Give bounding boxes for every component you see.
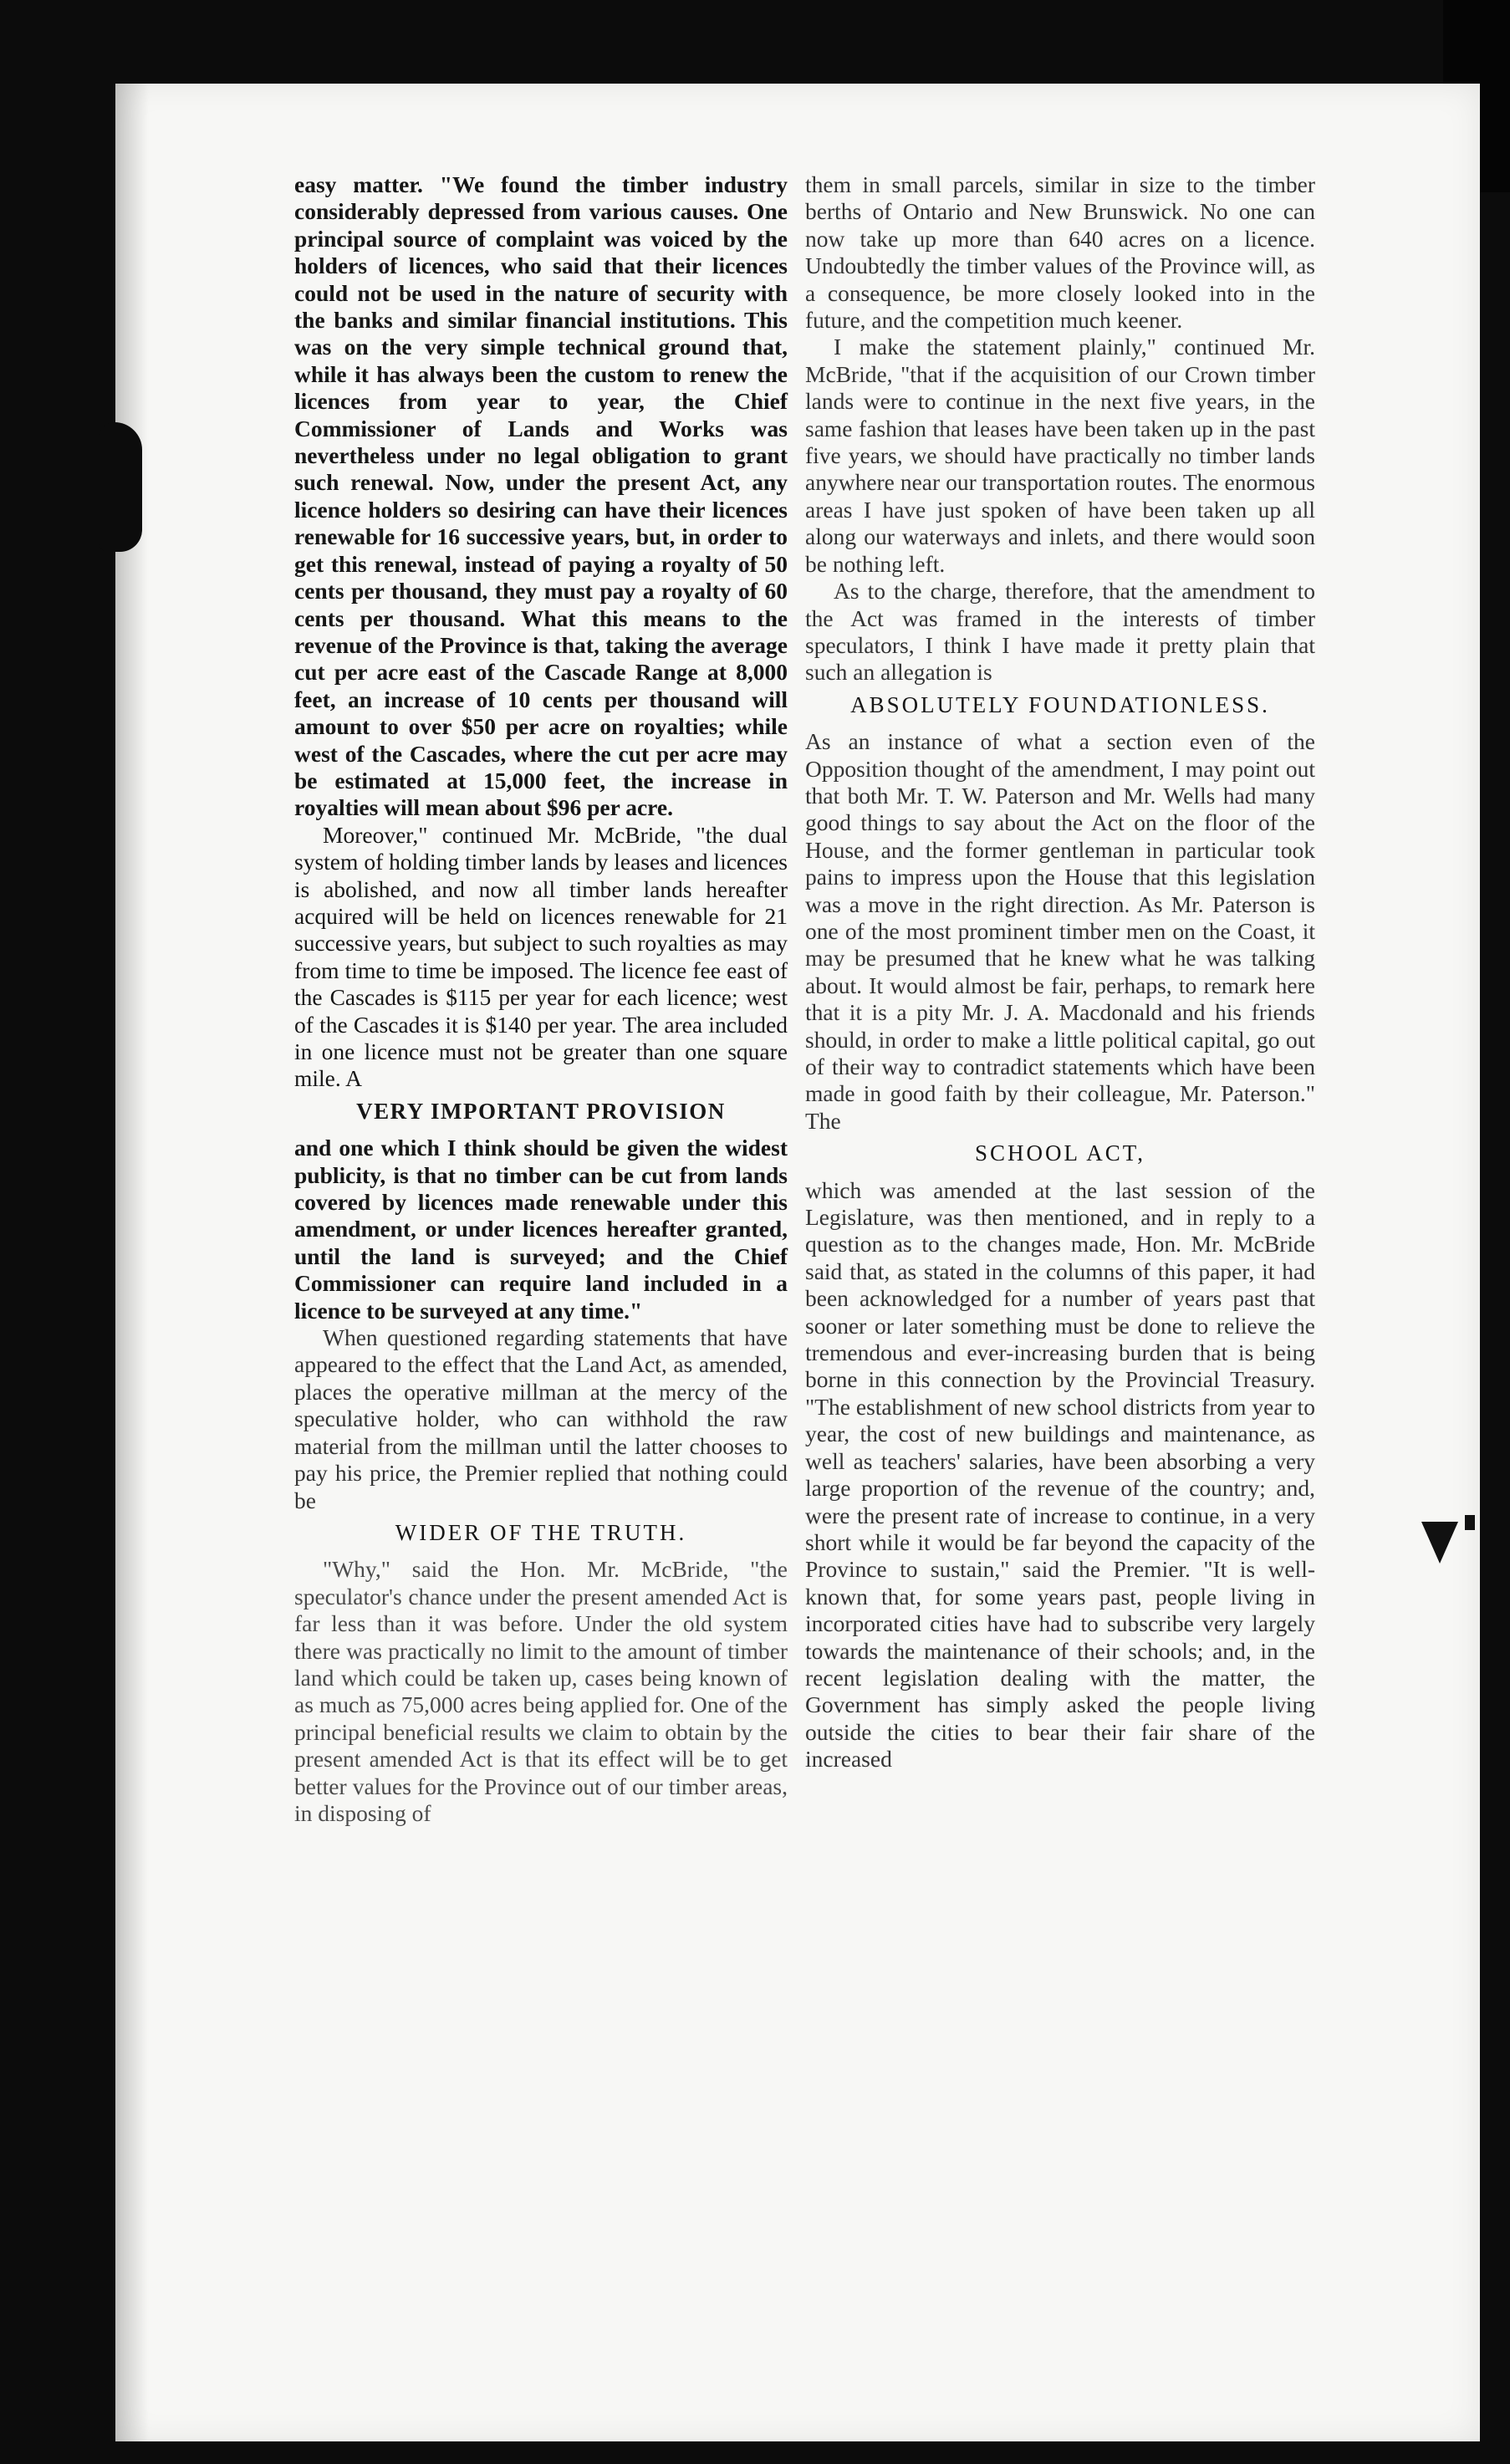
- left-column: [294, 171, 788, 1827]
- left-paragraph-3: and one which I think should be given the widest publicity, is that no timber can be cut from lands covered by licences made renewable under this amendment, or under licences hereafter granted, until the land is surveyed; and the Chief Commissioner can require land included in a licence to be surveyed at any time.": [294, 1135, 788, 1324]
- right-paragraph-2: I make the statement plainly," continued Mr. McBride, "that if the acquisition of our Crown timber lands were to continue in the next five years, in the same fashion that leases have been taken up in the past five years, we should have practically no timber lands anywhere near our transportation routes. The enormous areas I have just spoken of have been taken up all along our waterways and inlets, and there would soon be nothing left.: [805, 334, 1315, 577]
- right-paragraph-1: them in small parcels, similar in size to the timber berths of Ontario and New Brunswick. No one can now take up more than 640 acres on a licence. Undoubtedly the timber values of the Province will, as a consequence, be more closely looked into in the future, and the competition much keener.: [805, 171, 1315, 334]
- paper-tear: [99, 422, 142, 552]
- margin-dot-mark: [1465, 1515, 1475, 1530]
- right-column: [805, 171, 1315, 1773]
- left-paragraph-5: "Why," said the Hon. Mr. McBride, "the speculator's chance under the present amended Act is far less than it was before. Under the old system there was practically no limit to the amount of timber land which could be taken up, cases being known of as much as 75,000 acres being applied for. One of the principal beneficial results we claim to obtain by the present amended Act is that its effect will be to get better values for the Province out of our timber areas, in disposing of: [294, 1556, 788, 1826]
- right-subheading-2: SCHOOL ACT,: [974, 1140, 1146, 1166]
- left-subheading-2: WIDER OF THE TRUTH.: [395, 1519, 687, 1545]
- right-subheading-1: ABSOLUTELY FOUNDATIONLESS.: [850, 691, 1270, 717]
- left-paragraph-1: easy matter. "We found the timber industry considerably depressed from various causes. One principal source of complaint was voiced by the holders of licences, who said that their licences could not be used in the nature of security with the banks and similar financial institutions. This was on the very simple technical ground that, while it has always been the custom to renew the licences from year to year, the Chief Commissioner of Lands and Works was nevertheless under no legal obligation to grant such renewal. Now, under the present Act, any licence holders so desiring can have their licences renewable for 16 successive years, but, in order to get this renewal, instead of paying a royalty of 50 cents per thousand, they must pay a royalty of 60 cents per thousand. What this means to the revenue of the Province is that, taking the average cut per acre east of the Cascade Range at 8,000 feet, an increase of 10 cents per thousand will amount to over $50 per acre on royalties; while west of the Cascades, where the cut per acre may be estimated at 15,000 feet, the increase in royalties will mean about $96 per acre.: [294, 171, 788, 821]
- right-paragraph-4: As an instance of what a section even of the Opposition thought of the amendment, I may point out that both Mr. T. W. Paterson and Mr. Wells had many good things to say about the Act on the floor of the House, and the former gentleman in particular took pains to impress upon the House that this legislation was a move in the right direction. As Mr. Paterson is one of the most prominent timber men on the Coast, it may be presumed that he knew what he was talking about. It would almost be fair, perhaps, to remark here that it is a pity Mr. J. A. Macdonald and his friends should, in order to make a little political capital, go out of their way to contradict statements which have been made in good faith by their colleague, Mr. Paterson." The: [805, 728, 1315, 1134]
- right-paragraph-3: As to the charge, therefore, that the amendment to the Act was framed in the interests of timber speculators, I think I have made it pretty plain that such an allegation is: [805, 578, 1315, 686]
- margin-arrow-mark: [1421, 1522, 1458, 1564]
- left-subheading-1: VERY IMPORTANT PROVISION: [356, 1098, 726, 1124]
- left-paragraph-4: When questioned regarding statements that have appeared to the effect that the Land Act, as amended, places the operative millman at the mercy of the speculative holder, who can withhold the raw material from the millman until the latter chooses to pay his price, the Premier replied that nothing could be: [294, 1324, 788, 1513]
- right-paragraph-5: which was amended at the last session of the Legislature, was then mentioned, and in reply to a question as to the changes made, Hon. Mr. McBride said that, as stated in the columns of this paper, it had been acknowledged for a number of years past that sooner or later something must be done to relieve the tremendous and ever-increasing burden that is being borne in this connection by the Provincial Treasury. "The establishment of new school districts from year to year, the cost of new buildings and maintenance, as well as teachers' salaries, have been absorbing a very large proportion of the revenue of the country; and, were the present rate of increase to continue, in a very short while it would be far beyond the capacity of the Province to sustain," said the Premier. "It is well-known that, for some years past, people living in incorporated cities have had to subscribe very largely towards the maintenance of their schools; and, in the recent legislation dealing with the matter, the Government has simply asked the people living outside the cities to bear their fair share of the increased: [805, 1176, 1315, 1773]
- left-paragraph-2: Moreover," continued Mr. McBride, "the dual system of holding timber lands by leases and licences is abolished, and now all timber lands hereafter acquired will be held on licences renewable for 21 successive years, but subject to such royalties as may from time to time be imposed. The licence fee east of the Cascades is $115 per year for each licence; west of the Cascades it is $140 per year. The area included in one licence must not be greater than one square mile. A: [294, 821, 788, 1092]
